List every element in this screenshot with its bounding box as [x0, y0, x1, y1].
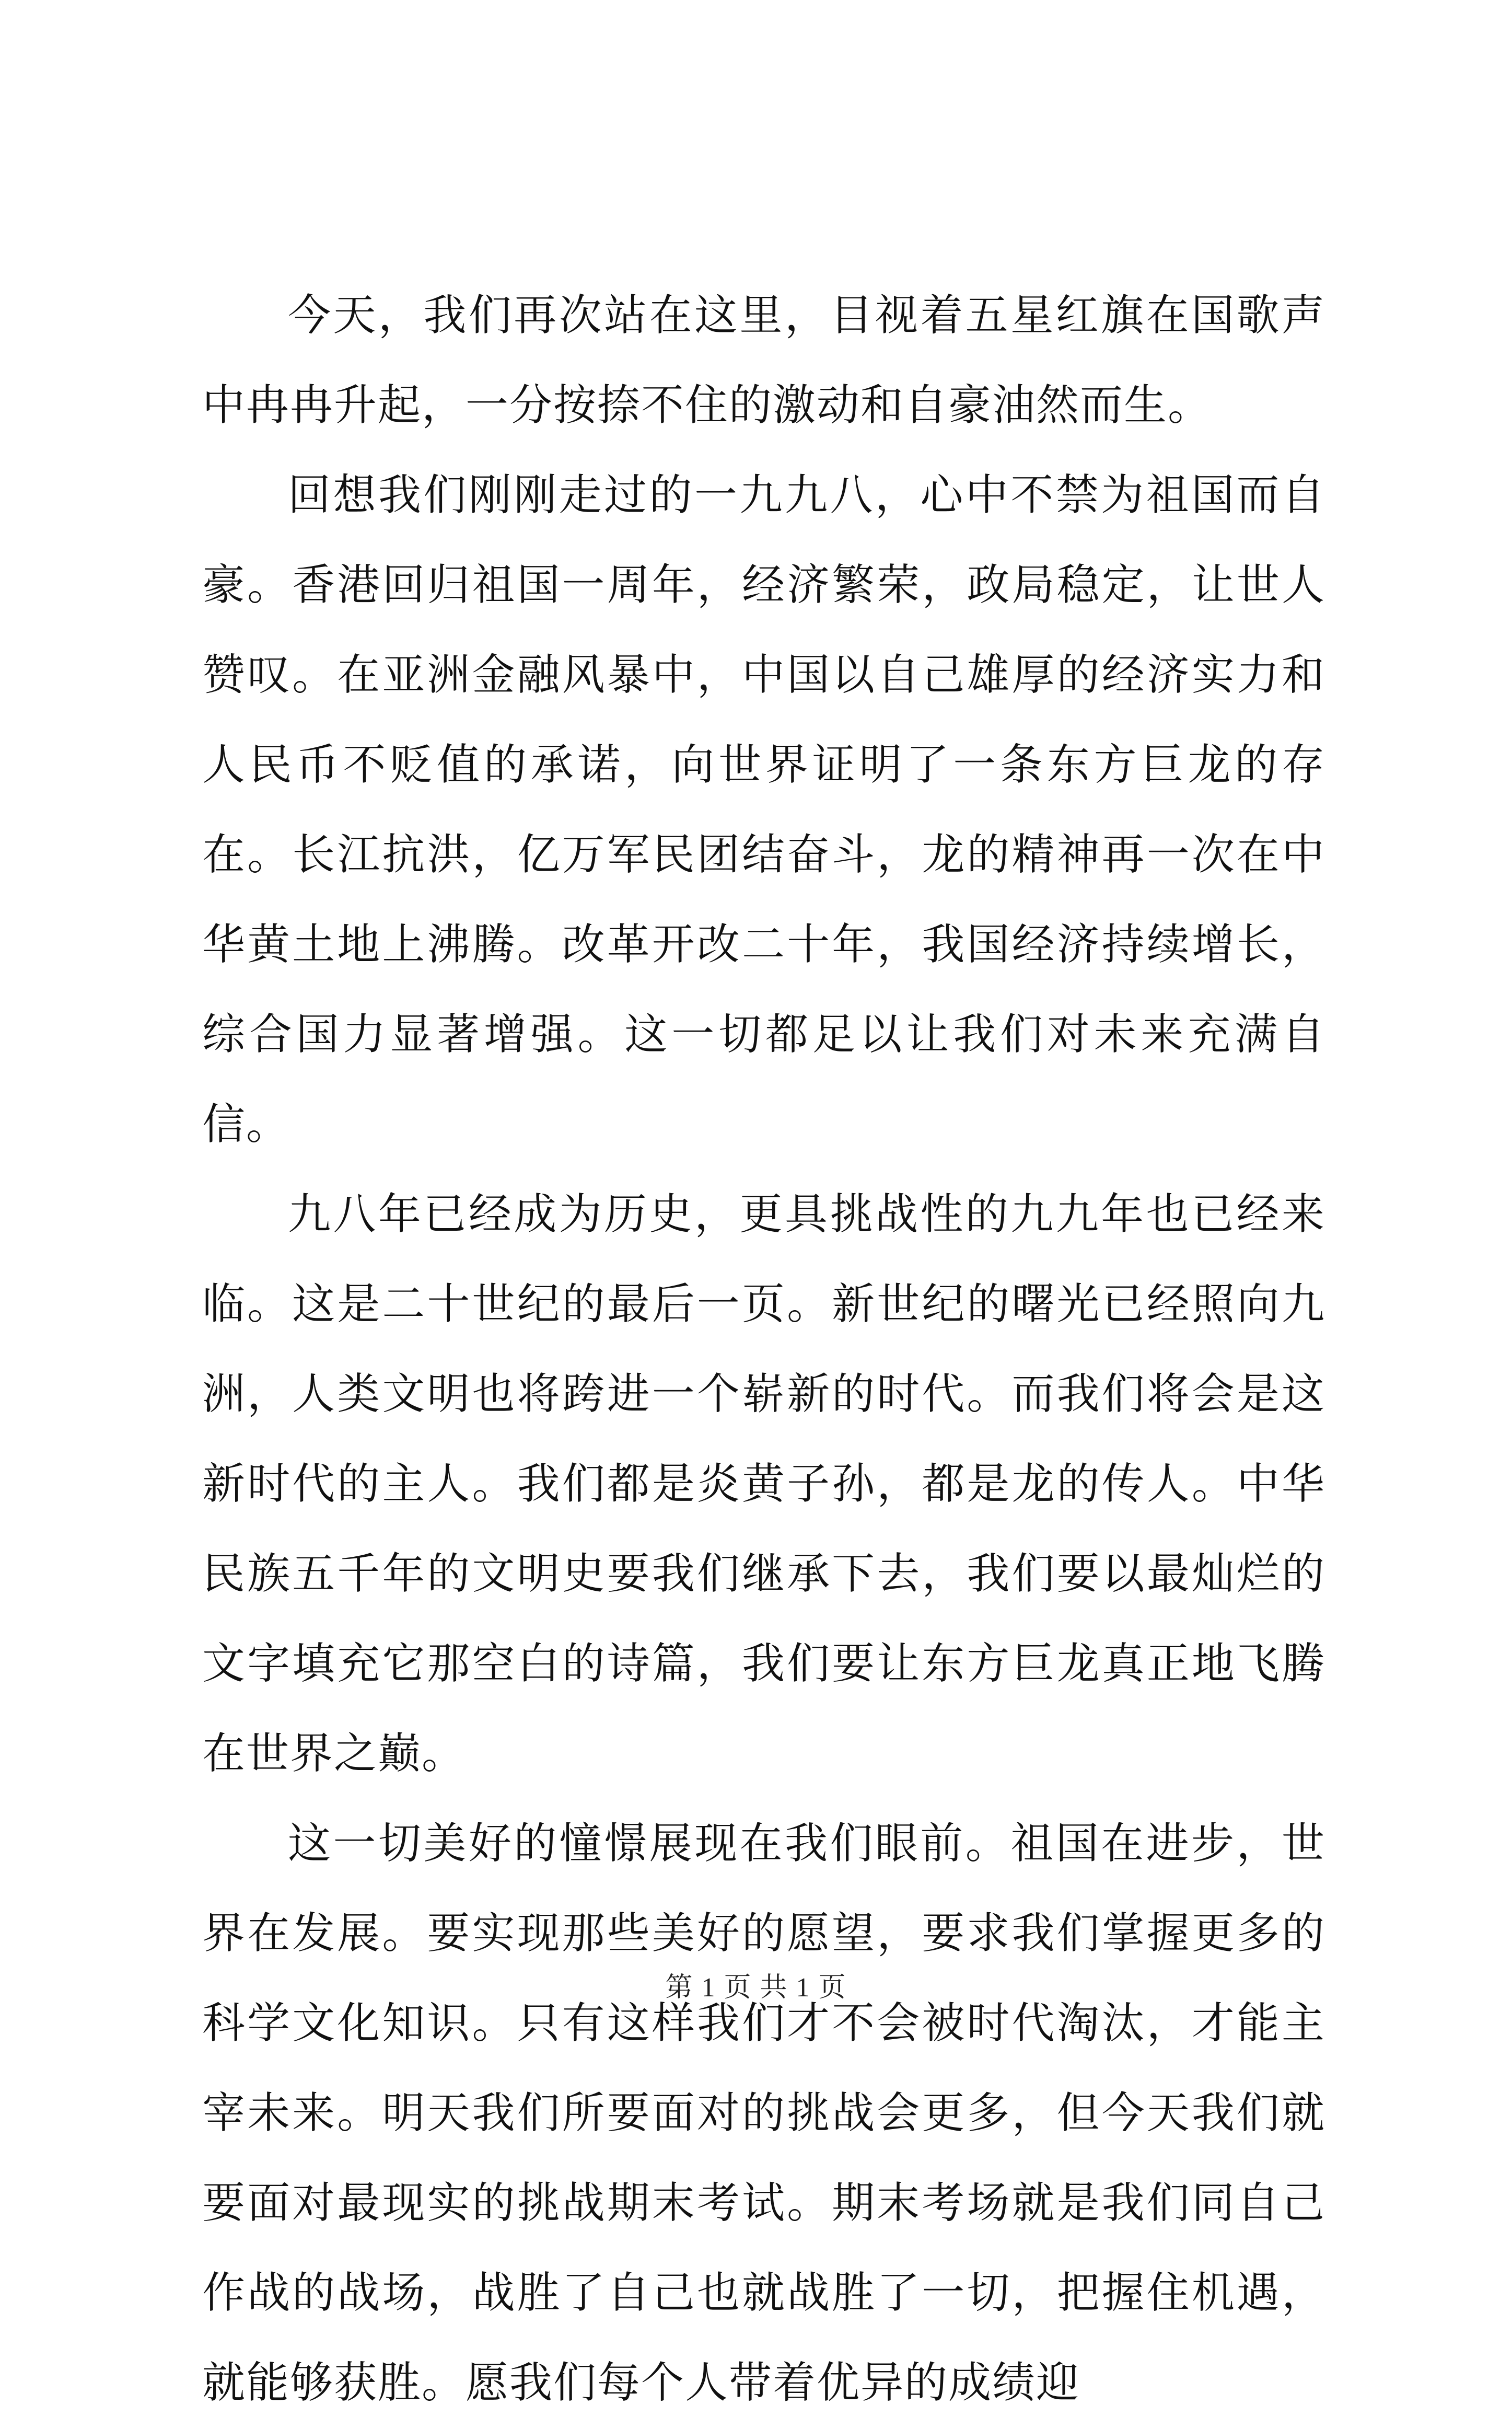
page-footer: 第 1 页 共 1 页 [665, 1973, 847, 2003]
paragraph-1: 今天，我们再次站在这里，目视着五星红旗在国歌声中冉冉升起，一分按捺不住的激动和自豪油然而生。 [202, 291, 1325, 430]
paragraph-2: 回想我们刚刚走过的一九九八，心中不禁为祖国而自豪。香港回归祖国一周年，经济繁荣，政局稳定，让世人赞叹。在亚洲金融风暴中，中国以自己雄厚的经济实力和人民币不贬值的承诺，向世界证明了一条东方巨龙的存在。长江抗洪，亿万军民团结奋斗，龙的精神再一次在中华黄土地上沸腾。改革开改二十年，我国经济持续增长，综合国力显著增强。这一切都足以让我们对未来充满自信。 [202, 470, 1325, 1149]
paragraph-4: 这一切美好的憧憬展现在我们眼前。祖国在进步，世界在发展。要实现那些美好的愿望，要求我们掌握更多的科学文化知识。只有这样我们才不会被时代淘汰，才能主宰未来。明天我们所要面对的挑战会更多，但今天我们就要面对最现实的挑战期末考试。期末考场就是我们同自己作战的战场，战胜了自己也就战胜了一切，把握住机遇，就能够获胜。愿我们每个人带着优异的成绩迎 [202, 1819, 1325, 2408]
document-body [202, 271, 1325, 2428]
paragraph-3: 九八年已经成为历史，更具挑战性的九九年也已经来临。这是二十世纪的最后一页。新世纪的曙光已经照向九洲，人类文明也将跨进一个崭新的时代。而我们将会是这新时代的主人。我们都是炎黄子孙，都是龙的传人。中华民族五千年的文明史要我们继承下去，我们要以最灿烂的文字填充它那空白的诗篇，我们要让东方巨龙真正地飞腾在世界之巅。 [202, 1189, 1325, 1778]
